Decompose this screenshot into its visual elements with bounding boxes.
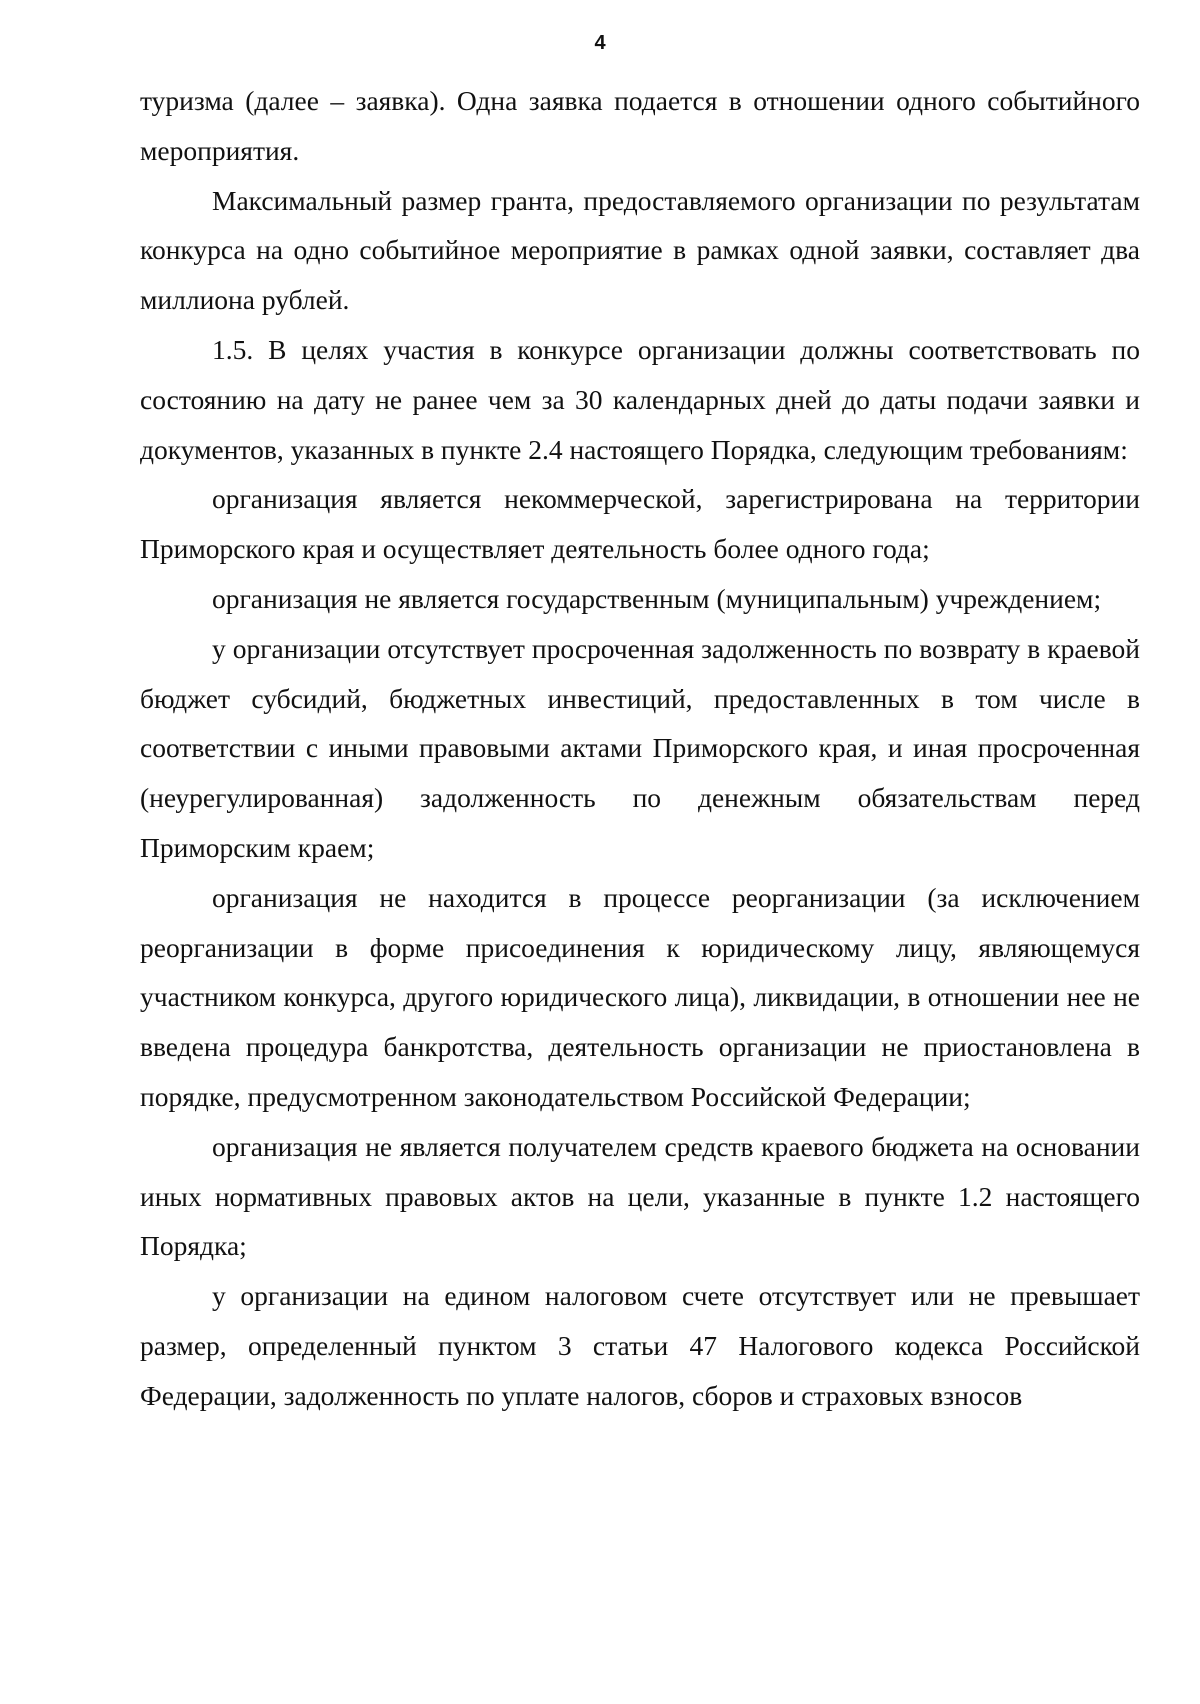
requirement-tax-account: у организации на едином налоговом счете отсутствует или не превышает размер, определенный пунктом 3 статьи 47 Налогового кодекса Российской Федерации, задолженность по уплате налогов, сборов и страховых взносов (140, 1280, 1140, 1411)
requirement-nonprofit: организация является некоммерческой, зарегистрирована на территории Приморского края и осуществляет деятельность более одного года; (140, 483, 1140, 565)
paragraph-section-1-5: 1.5. В целях участия в конкурсе организации должны соответствовать по состоянию на дату не ранее чем за 30 календарных дней до даты подачи заявки и документов, указанных в пункте 2.4 настоящего Порядка, следующим требованиям: (140, 333, 1140, 465)
requirement-not-state-institution: организация не является государственным (муниципальным) учреждением; (212, 582, 1102, 614)
page-number: 4 (594, 32, 606, 54)
requirement-not-budget-recipient: организация не является получателем средств краевого бюджета на основании иных нормативных правовых актов на цели, указанные в пункте 1.2 настоящего Порядка; (140, 1130, 1140, 1262)
paragraph-grant-size: Максимальный размер гранта, предоставляемого организации по результатам конкурса на одно событийное мероприятие в рамках одной заявки, составляет два миллиона рублей. (140, 184, 1140, 316)
requirement-no-reorganization: организация не находится в процессе реорганизации (за исключением реорганизации в форме присоединения к юридическому лицу, являющемуся участником конкурса, другого юридического лица), ликвидации, в отношении нее не введена процедура банкротства, деятельность организации не приостановлена в порядке, предусмотренном законодательством Российской Федерации; (140, 881, 1140, 1112)
document-body (140, 76, 1140, 1421)
requirement-no-overdue-debt: у организации отсутствует просроченная задолженность по возврату в краевой бюджет субсидий, бюджетных инвестиций, предоставленных в том числе в соответствии с иными правовыми актами Приморского края, и иная просроченная (неурегулированная) задолженность по денежным обязательствам перед Приморским краем; (140, 632, 1140, 863)
paragraph-continuation: туризма (далее – заявка). Одна заявка подается в отношении одного событийного мероприятия. (140, 85, 1140, 166)
